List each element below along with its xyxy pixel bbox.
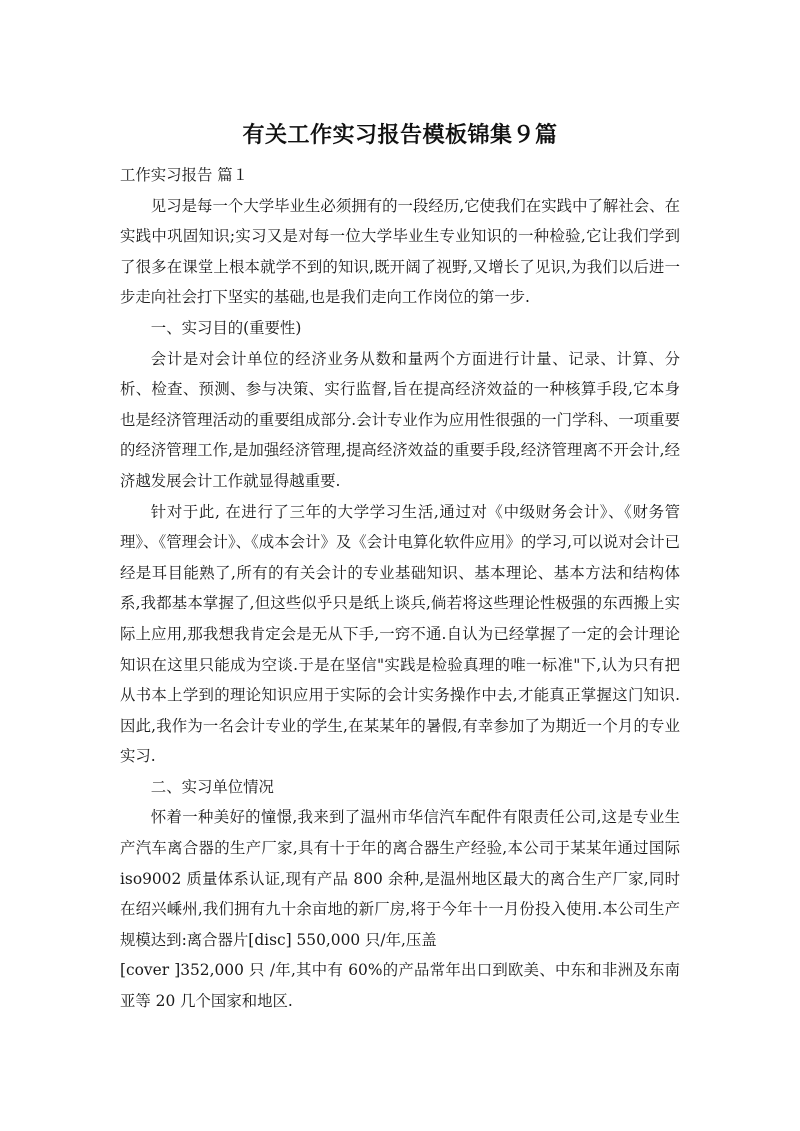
paragraph-intro: 见习是每一个大学毕业生必须拥有的一段经历,它使我们在实践中了解社会、在实践中巩固知识;实习又是对每一位大学毕业生专业知识的一种检验,它让我们学到了很多在课堂上根本就学不到的知识,既开阔了视野,又增长了见识,为我们以后进一步走向社会打下坚实的基础,也是我们走向工作岗位的第一步. <box>120 196 680 307</box>
section-subtitle: 工作实习报告 篇１ <box>120 166 249 184</box>
paragraph-company-continued: [cover ]352,000 只 /年,其中有 60%的产品常年出口到欧美、中东和非洲及东南亚等 20 几个国家和地区. <box>120 961 680 1011</box>
section-heading-unit: 二、实习单位情况 <box>150 777 274 796</box>
paragraph-study: 针对于此, 在进行了三年的大学学习生活,通过对《中级财务会计》、《财务管理》、《管理会计》、《成本会计》及《会计电算化软件应用》的学习,可以说对会计已经是耳目能熟了,所有的有关会计的专业基础知识、基本理论、基本方法和结构体系,我都基本掌握了,但这些似乎只是纸上谈兵,倘若将这些理论性极强的东西搬上实际上应用,那我想我肯定会是无从下手,一窍不通.自认为已经掌握了一定的会计理论知识在这里只能成为空谈.于是在坚信"实践是检验真理的唯一标准"下,认为只有把从书本上学到的理论知识应用于实际的会计实务操作中去,才能真正掌握这门知识.因此,我作为一名会计专业的学生,在某某年的暑假,有幸参加了为期近一个月的专业实习. <box>120 502 680 766</box>
paragraph-accounting: 会计是对会计单位的经济业务从数和量两个方面进行计量、记录、计算、分析、检查、预测、参与决策、实行监督,旨在提高经济效益的一种核算手段,它本身也是经济管理活动的重要组成部分.会计专业作为应用性很强的一门学科、一项重要的经济管理工作,是加强经济管理,提高经济效益的重要手段,经济管理离不开会计,经济越发展会计工作就显得越重要. <box>120 349 680 490</box>
paragraph-company: 怀着一种美好的憧憬,我来到了温州市华信汽车配件有限责任公司,这是专业生产汽车离合器的生产厂家,具有十于年的离合器生产经验,本公司于某某年通过国际 iso9002 质量体系认证,现有产品 800 余种,是温州地区最大的离合生产厂家,同时在绍兴嵊州,我们拥有九十余亩地的新厂房,将于今年十一月份投入使用.本公司生产规模达到:离合器片[disc] 550,000 只/年,压盖 <box>120 808 680 949</box>
document-title: 有关工作实习报告模板锦集９篇 <box>242 123 558 148</box>
section-heading-purpose: 一、实习目的(重要性) <box>150 318 302 337</box>
document-body <box>120 160 680 1017</box>
